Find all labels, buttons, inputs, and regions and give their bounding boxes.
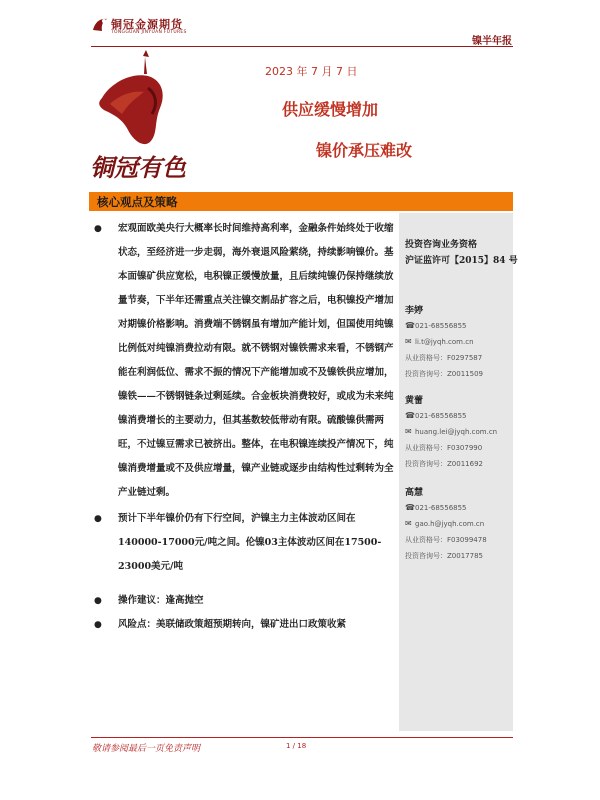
- email-icon: ✉: [405, 337, 412, 346]
- analyst-phone-value: 021-68556855: [415, 322, 467, 330]
- calligraphy-text: [90, 153, 187, 182]
- email-icon: ✉: [405, 427, 412, 436]
- analyst-email[interactable]: [405, 337, 515, 353]
- analyst-phone: [405, 321, 515, 337]
- section-title: 核心观点及策略: [97, 195, 178, 209]
- bullet-item-macro-outlook: [89, 217, 395, 505]
- brand-calligraphy-artwork: [88, 48, 188, 198]
- company-name-en: TONGGUAN JINYUAN FUTURES: [111, 30, 187, 35]
- bullet-item-price-range: [89, 507, 395, 579]
- analyst-card: [405, 485, 515, 567]
- analyst-phone-value: 021-68556855: [415, 412, 467, 420]
- analyst-name: 高慧: [405, 488, 424, 498]
- bullet-text: 操作建议：逢高抛空: [118, 595, 204, 606]
- qualification-title: 投资咨询业务资格: [405, 240, 478, 250]
- page-header: [0, 0, 600, 50]
- analyst-email[interactable]: [405, 519, 515, 535]
- report-date: 2023 年 7 月 7 日: [265, 65, 358, 78]
- bullet-text: 宏观面欧美央行大概率长时间维持高利率，金融条件始终处于收缩状态，至经济进一步走弱，海外衰退风险萦绕，持续影响镍价。基本面镍矿供应宽松，电积镍正缓慢放量，且后续纯镍仍保持继续放量节奏，下半年还需重点关注镍交割品扩容之后，电积镍投产增加对期镍价格影响。消费端不锈钢虽有增加产能计划，但国使用纯镍比例低对纯镍消费拉动有限。就不锈钢对镍铁需求来看，不锈钢产能在利润低位、需求不振的情况下产能增加或不及镍铁供应增加，镍铁——不锈钢链条过剩延续。合金板块消费较好，或成为未来纯镍消费增长的主要动力，但其基数较低带动有限。硫酸镍供需两旺，不过镍豆需求已被挤出。整体，在电积镍连续投产情况下，纯镍消费增量或不及供应增量，镍产业链或逐步由结构性过剩转为全产业链过剩。: [118, 223, 394, 498]
- analyst-advisory: 投资咨询号：Z0011692: [405, 460, 483, 468]
- report-title-line1: 供应缓慢增加: [282, 100, 379, 119]
- analyst-email-value[interactable]: gao.h@jyqh.com.cn: [415, 520, 485, 528]
- analyst-advisory: 投资咨询号：Z0017785: [405, 552, 483, 560]
- analyst-cert: 从业资格号：F0307990: [405, 444, 483, 452]
- bullet-text: 预计下半年镍价仍有下行空间，沪镍主力主体波动区间在140000-17000元/吨之间。伦镍03主体波动区间在17500-23000美元/吨: [118, 513, 382, 572]
- bullet-text: 风险点：美联储政策超预期转向，镍矿进出口政策收紧: [118, 619, 347, 630]
- phone-icon: ☎: [405, 503, 415, 512]
- footer-disclaimer: 敬请参阅最后一页免责声明: [92, 744, 201, 754]
- analyst-card: [405, 303, 515, 385]
- analyst-name: 李婷: [405, 306, 424, 316]
- analyst-email-value[interactable]: li.t@jyqh.com.cn: [415, 338, 474, 346]
- report-type-label: 镍半年报: [472, 36, 512, 47]
- header-divider: [91, 46, 513, 47]
- analyst-card: [405, 393, 515, 475]
- phone-icon: ☎: [405, 321, 415, 330]
- company-logo-icon: [91, 16, 109, 34]
- analyst-email[interactable]: [405, 427, 515, 443]
- section-header-bar: [89, 192, 513, 211]
- bullet-dot-icon: ●: [94, 224, 102, 234]
- footer-divider: [91, 737, 513, 738]
- analyst-cert: 从业资格号：F03099478: [405, 536, 487, 544]
- report-title-line2: 镍价承压难改: [316, 141, 413, 160]
- bullet-dot-icon: ●: [94, 596, 102, 606]
- analyst-email-value[interactable]: huang.lei@jyqh.com.cn: [415, 428, 498, 436]
- analyst-phone: [405, 503, 515, 519]
- page-number: 1 / 18: [286, 742, 307, 750]
- analyst-cert: 从业资格号：F0297587: [405, 354, 483, 362]
- analyst-phone: [405, 411, 515, 427]
- main-content: [89, 213, 395, 637]
- phone-icon: ☎: [405, 411, 415, 420]
- brand-calligraphy-label: 铜冠有色: [90, 153, 186, 182]
- bullet-item-strategy: [89, 589, 395, 613]
- qualification-license: 沪证监许可【2015】84 号: [405, 256, 518, 266]
- bullet-dot-icon: ●: [94, 514, 102, 524]
- analyst-name: 黄蕾: [405, 396, 424, 406]
- email-icon: ✉: [405, 519, 412, 528]
- analyst-advisory: 投资咨询号：Z0011509: [405, 370, 483, 378]
- bullet-dot-icon: ●: [94, 620, 102, 630]
- analyst-sidebar: [399, 213, 518, 731]
- bullet-item-risks: [89, 613, 395, 637]
- analyst-phone-value: 021-68556855: [415, 504, 467, 512]
- company-name-cn: 铜冠金源期货: [111, 18, 183, 31]
